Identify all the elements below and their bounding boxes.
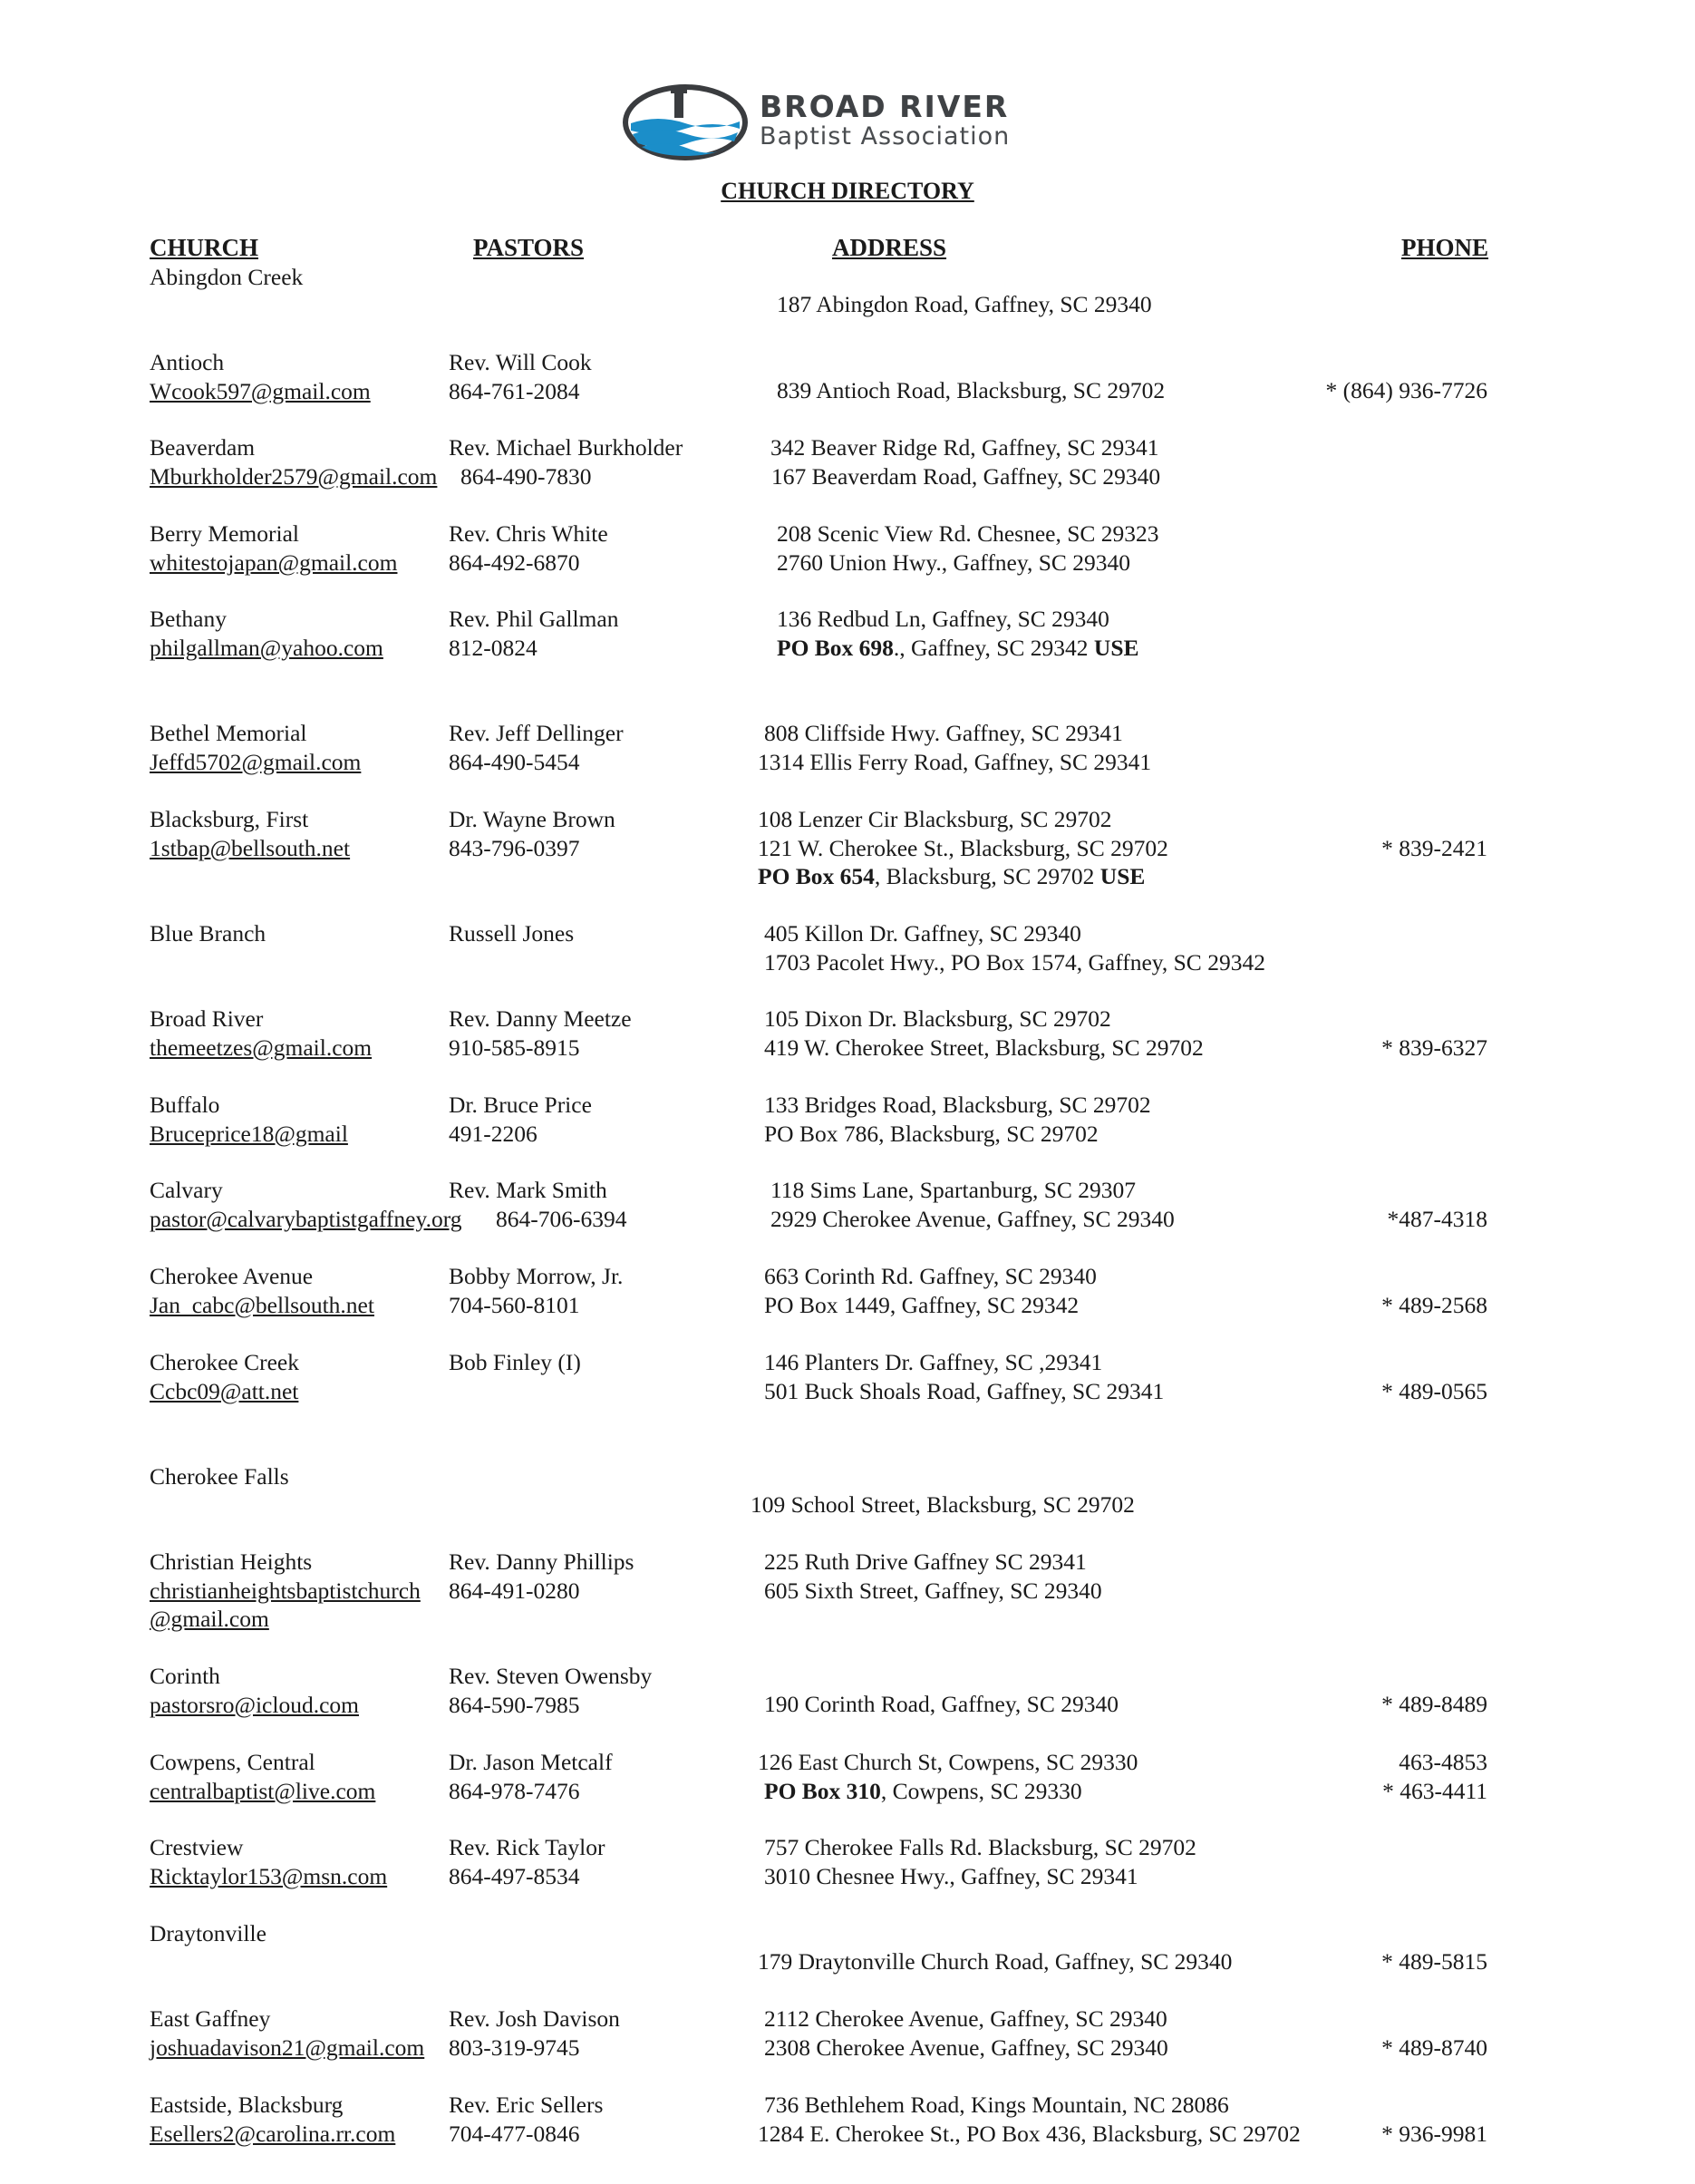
church-mailing-address: 419 W. Cherokee Street, Blacksburg, SC 29702 [764, 1034, 1204, 1061]
pastor-name: Rev. Phil Gallman [449, 606, 619, 632]
church-mailing-address: PO Box 310, Cowpens, SC 29330 [764, 1777, 1082, 1804]
logo-subtitle: Baptist Association [760, 122, 1011, 150]
church-mailing-address: 1284 E. Cherokee St., PO Box 436, Blacksburg, SC 29702 [758, 2120, 1301, 2147]
church-mailing-address: PO Box 698., Gaffney, SC 29342 USE [777, 634, 1139, 661]
church-email[interactable]: joshuadavison21@gmail.com [150, 2034, 425, 2061]
church-email[interactable]: themeetzes@gmail.com [150, 1034, 373, 1061]
church-name: Cowpens, Central [150, 1749, 315, 1775]
church-name: Broad River [150, 1005, 264, 1032]
church-mailing-address: 2929 Cherokee Avenue, Gaffney, SC 29340 [770, 1205, 1175, 1232]
church-phone: * (864) 936-7726 [1325, 377, 1487, 403]
church-po-box: PO Box 654, Blacksburg, SC 29702 USE [758, 863, 1146, 889]
pastor-name: Rev. Michael Burkholder [449, 434, 683, 461]
church-mailing-address: 167 Beaverdam Road, Gaffney, SC 29340 [771, 462, 1161, 490]
church-phone: * 463-4411 [1382, 1777, 1487, 1804]
church-phone: * 489-5815 [1381, 1948, 1487, 1975]
church-phone: * 839-2421 [1381, 834, 1487, 861]
church-email[interactable]: Jeffd5702@gmail.com [150, 748, 362, 775]
church-address: 126 East Church St, Cowpens, SC 29330 [758, 1749, 1138, 1775]
pastor-phone: 864-491-0280 [449, 1577, 580, 1604]
pastor-phone: 704-477-0846 [449, 2120, 580, 2147]
church-address: 808 Cliffside Hwy. Gaffney, SC 29341 [764, 720, 1123, 746]
pastor-name: Rev. Eric Sellers [449, 2092, 604, 2118]
church-name: Draytonville [150, 1920, 266, 1946]
address-bold-part: PO Box 310 [764, 1777, 881, 1804]
church-mailing-address: 2760 Union Hwy., Gaffney, SC 29340 [777, 548, 1131, 576]
pastor-name: Rev. Mark Smith [449, 1177, 607, 1203]
address-bold-part: PO Box 698 [777, 634, 894, 661]
church-name: Antioch [150, 349, 225, 375]
logo-title: BROAD RIVER [760, 89, 1010, 124]
pastor-phone: 843-796-0397 [449, 834, 580, 861]
church-address: 133 Bridges Road, Blacksburg, SC 29702 [764, 1092, 1151, 1118]
column-header-church: CHURCH [150, 234, 258, 261]
church-address: 663 Corinth Rd. Gaffney, SC 29340 [764, 1263, 1097, 1289]
church-name: Blacksburg, First [150, 806, 309, 832]
pastor-phone: 864-490-7830 [460, 462, 592, 490]
church-name: Berry Memorial [150, 520, 299, 547]
church-phone: * 839-6327 [1381, 1034, 1487, 1061]
church-address: 146 Planters Dr. Gaffney, SC ,29341 [764, 1349, 1103, 1375]
church-phone: * 489-8740 [1381, 2034, 1487, 2061]
church-address: 179 Draytonville Church Road, Gaffney, SC 29340 [758, 1948, 1233, 1975]
church-email[interactable]: Jan_cabc@bellsouth.net [150, 1291, 374, 1318]
pastor-name: Rev. Danny Meetze [449, 1005, 632, 1032]
pastor-phone: 812-0824 [449, 634, 538, 661]
address-bold-part: PO Box 654 [758, 863, 875, 889]
column-header-phone: PHONE [1401, 234, 1489, 261]
use-marker: USE [1099, 863, 1146, 889]
pastor-phone: 491-2206 [449, 1120, 538, 1147]
church-name: Bethany [150, 606, 227, 632]
church-email[interactable]: Ricktaylor153@msn.com [150, 1862, 388, 1889]
pastor-name: Rev. Danny Phillips [449, 1548, 634, 1575]
church-email[interactable]: Bruceprice18@gmail [150, 1120, 348, 1147]
pastor-phone: 864-490-5454 [449, 748, 580, 775]
church-address: 225 Ruth Drive Gaffney SC 29341 [764, 1548, 1087, 1575]
church-email[interactable]: pastorsro@icloud.com [150, 1691, 359, 1718]
church-email[interactable]: Mburkholder2579@gmail.com [150, 462, 438, 490]
pastor-name: Rev. Will Cook [449, 349, 592, 375]
pastor-phone: 864-590-7985 [449, 1691, 580, 1718]
church-name: Cherokee Avenue [150, 1263, 314, 1289]
church-address: 405 Killon Dr. Gaffney, SC 29340 [764, 920, 1081, 946]
church-phone: * 936-9981 [1381, 2120, 1487, 2147]
church-email[interactable]: Ccbc09@att.net [150, 1377, 299, 1404]
church-name: Corinth [150, 1663, 220, 1689]
pastor-name: Rev. Steven Owensby [449, 1663, 653, 1689]
church-email[interactable]: christianheightsbaptistchurch [150, 1577, 421, 1604]
church-address: 757 Cherokee Falls Rd. Blacksburg, SC 29702 [764, 1834, 1196, 1860]
church-name: Buffalo [150, 1092, 220, 1118]
church-email[interactable]: whitestojapan@gmail.com [150, 548, 398, 576]
church-phone: *487-4318 [1387, 1205, 1487, 1232]
church-mailing-address: 1703 Pacolet Hwy., PO Box 1574, Gaffney, SC 29342 [764, 948, 1265, 976]
pastor-name: Rev. Chris White [449, 520, 608, 547]
church-address: 208 Scenic View Rd. Chesnee, SC 29323 [777, 520, 1159, 547]
pastor-phone: 910-585-8915 [449, 1034, 580, 1061]
church-mailing-address: 1314 Ellis Ferry Road, Gaffney, SC 29341 [758, 748, 1152, 775]
church-email[interactable]: centralbaptist@live.com [150, 1777, 376, 1804]
church-name: Crestview [150, 1834, 244, 1860]
church-name: Cherokee Creek [150, 1349, 299, 1375]
church-email[interactable]: pastor@calvarybaptistgaffney.org [150, 1205, 462, 1232]
church-name: Cherokee Falls [150, 1463, 289, 1490]
church-mailing-address: 605 Sixth Street, Gaffney, SC 29340 [764, 1577, 1102, 1604]
church-address: 105 Dixon Dr. Blacksburg, SC 29702 [764, 1005, 1111, 1032]
church-email-cont[interactable]: @gmail.com [150, 1606, 269, 1632]
church-name: Beaverdam [150, 434, 256, 461]
church-name: Abingdon Creek [150, 264, 304, 290]
church-address: 736 Bethlehem Road, Kings Mountain, NC 28086 [764, 2092, 1229, 2118]
pastor-phone: 864-492-6870 [449, 548, 580, 576]
pastor-name: Rev. Josh Davison [449, 2005, 620, 2032]
pastor-phone: 864-978-7476 [449, 1777, 580, 1804]
church-phone: * 489-0565 [1381, 1377, 1487, 1404]
church-mailing-address: PO Box 786, Blacksburg, SC 29702 [764, 1120, 1099, 1147]
church-address: 118 Sims Lane, Spartanburg, SC 29307 [770, 1177, 1137, 1203]
church-email[interactable]: Esellers2@carolina.rr.com [150, 2120, 396, 2147]
church-name: East Gaffney [150, 2005, 271, 2032]
pastor-phone: 803-319-9745 [449, 2034, 580, 2061]
church-name: Calvary [150, 1177, 223, 1203]
church-address: 136 Redbud Ln, Gaffney, SC 29340 [777, 606, 1109, 632]
church-address: 2112 Cherokee Avenue, Gaffney, SC 29340 [764, 2005, 1167, 2032]
church-address: 187 Abingdon Road, Gaffney, SC 29340 [777, 291, 1152, 317]
column-header-address: ADDRESS [832, 234, 947, 261]
church-address: 342 Beaver Ridge Rd, Gaffney, SC 29341 [770, 434, 1159, 461]
pastor-name: Bob Finley (I) [449, 1349, 581, 1375]
church-mailing-address: 2308 Cherokee Avenue, Gaffney, SC 29340 [764, 2034, 1168, 2061]
pastor-name: Russell Jones [449, 920, 575, 946]
pastor-name: Bobby Morrow, Jr. [449, 1263, 624, 1289]
pastor-phone: 864-497-8534 [449, 1862, 580, 1889]
church-phone: * 489-8489 [1381, 1691, 1487, 1717]
pastor-name: Dr. Wayne Brown [449, 806, 615, 832]
church-name: Christian Heights [150, 1548, 313, 1575]
pastor-name: Dr. Jason Metcalf [449, 1749, 613, 1775]
pastor-name: Rev. Jeff Dellinger [449, 720, 624, 746]
church-email[interactable]: Wcook597@gmail.com [150, 377, 371, 404]
church-name: Blue Branch [150, 920, 266, 946]
church-address: 109 School Street, Blacksburg, SC 29702 [751, 1491, 1135, 1518]
church-mailing-address: 121 W. Cherokee St., Blacksburg, SC 29702 [758, 834, 1168, 861]
pastor-phone: 864-706-6394 [496, 1205, 627, 1232]
use-marker: USE [1093, 634, 1139, 661]
church-address: 108 Lenzer Cir Blacksburg, SC 29702 [758, 806, 1112, 832]
church-name: Eastside, Blacksburg [150, 2092, 344, 2118]
pastor-name: Dr. Bruce Price [449, 1092, 592, 1118]
church-address: 190 Corinth Road, Gaffney, SC 29340 [764, 1691, 1119, 1717]
church-email[interactable]: 1stbap@bellsouth.net [150, 834, 351, 861]
church-phone: 463-4853 [1399, 1749, 1487, 1775]
column-header-pastors: PASTORS [473, 234, 585, 261]
church-phone: * 489-2568 [1381, 1291, 1487, 1318]
pastor-name: Rev. Rick Taylor [449, 1834, 605, 1860]
church-address: 839 Antioch Road, Blacksburg, SC 29702 [777, 377, 1166, 403]
church-mailing-address: PO Box 1449, Gaffney, SC 29342 [764, 1291, 1080, 1318]
page-title: CHURCH DIRECTORY [721, 178, 974, 204]
pastor-phone: 864-761-2084 [449, 377, 580, 404]
church-email[interactable]: philgallman@yahoo.com [150, 634, 383, 661]
church-name: Bethel Memorial [150, 720, 307, 746]
pastor-phone: 704-560-8101 [449, 1291, 580, 1318]
church-mailing-address: 501 Buck Shoals Road, Gaffney, SC 29341 [764, 1377, 1165, 1404]
church-mailing-address: 3010 Chesnee Hwy., Gaffney, SC 29341 [764, 1862, 1138, 1889]
